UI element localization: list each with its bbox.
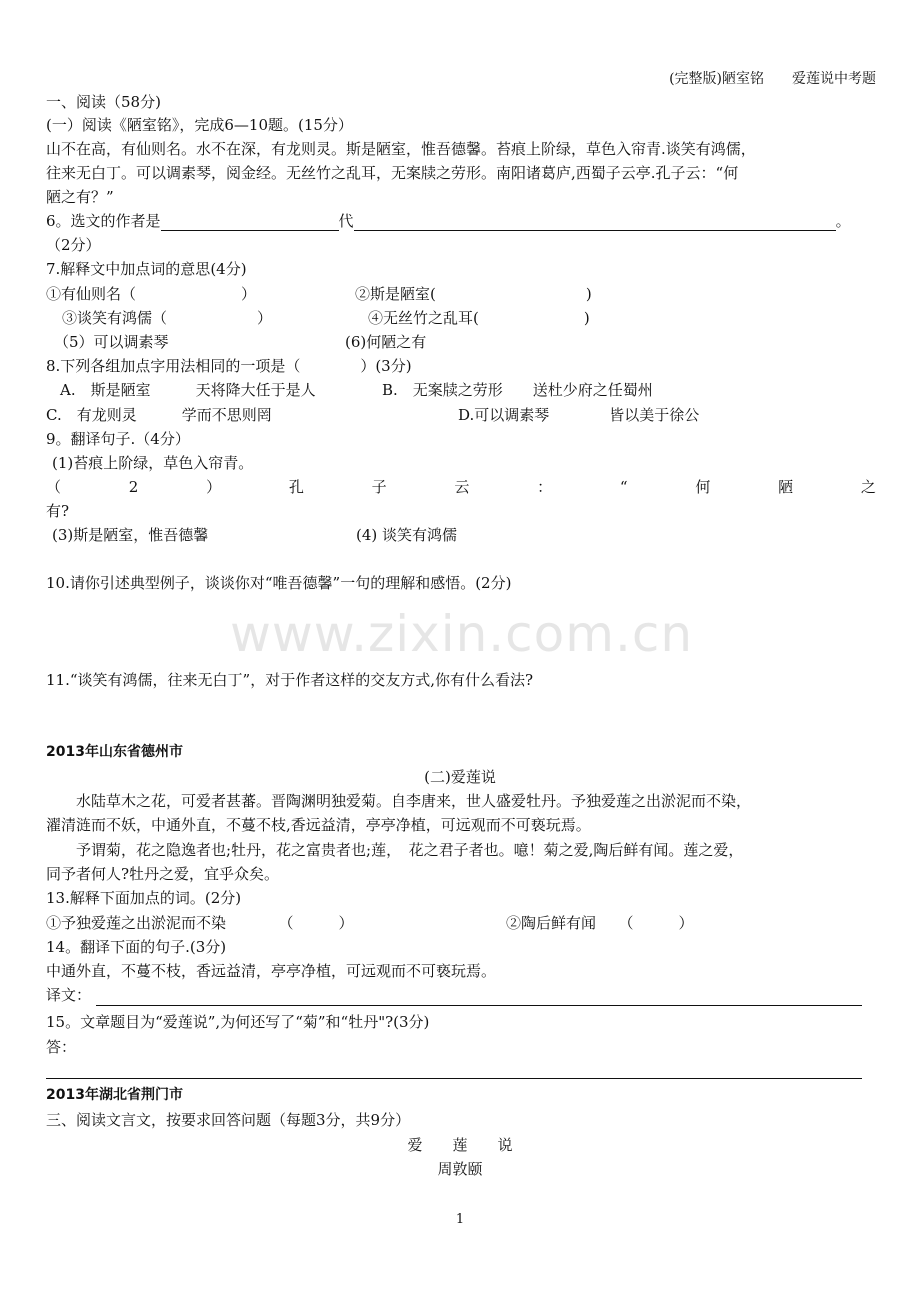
watermark: www.zixin.com.cn xyxy=(230,605,694,663)
question-7-item: ③谈笑有鸿儒（ ） xyxy=(62,309,273,327)
question-11: 11.“谈笑有鸿儒，往来无白丁”，对于作者这样的交友方式,你有什么看法? xyxy=(46,671,534,689)
subsection-title: (一）阅读《陋室铭》，完成6—10题。(15分） xyxy=(46,116,353,134)
passage-line: 山不在高，有仙则名。水不在深，有龙则灵。斯是陋室，惟吾德馨。苔痕上阶绿，草色入帘青.谈笑有鸿儒， xyxy=(46,140,756,158)
page-header: (完整版)陋室铭 爱莲说中考题 xyxy=(669,71,876,87)
question-8-option-b: B. 无案牍之劳形 送杜少府之任蜀州 xyxy=(382,381,653,399)
passage-line: 濯清涟而不妖，中通外直，不蔓不枝,香远益清，亭亭净植，可远观而不可亵玩焉。 xyxy=(46,816,591,834)
question-7-item: (6)何陋之有 xyxy=(345,333,427,351)
passage-line: 往来无白丁。可以调素琴，阅金经。无丝竹之乱耳，无案牍之劳形。南阳诸葛庐,西蜀子云亭.孔子云：“何 xyxy=(46,164,739,182)
question-13-item: ②陶后鲜有闻 （ ） xyxy=(506,914,694,932)
question-8-option-d: D.可以调素琴 皆以美于徐公 xyxy=(458,406,700,424)
question-9: 9。翻译句子.（4分） xyxy=(46,430,190,448)
question-6-mid: 代 xyxy=(338,212,354,230)
question-7-item: ④无丝竹之乱耳( ) xyxy=(368,309,590,327)
question-7-item: ①有仙则名（ ） xyxy=(46,285,257,303)
exam-source: 2013年山东省德州市 xyxy=(46,744,183,760)
exam-source: 2013年湖北省荆门市 xyxy=(46,1087,183,1103)
justified-char: （ xyxy=(46,478,62,496)
justified-char: ） xyxy=(206,478,222,496)
justified-char: 之 xyxy=(860,478,876,496)
question-14-sentence: 中通外直，不蔓不枝，香远益清，亭亭净植，可远观而不可亵玩焉。 xyxy=(46,962,497,980)
question-9-item: (1)苔痕上阶绿，草色入帘青。 xyxy=(52,454,254,472)
justified-char: 云 xyxy=(454,478,470,496)
page-number: 1 xyxy=(455,1212,465,1227)
passage-author: 周敦颐 xyxy=(437,1160,483,1178)
question-13-item: ①予独爱莲之出淤泥而不染 （ ） xyxy=(46,914,354,932)
translation-label: 译文： xyxy=(46,986,92,1004)
question-6-label: 6。选文的作者是 xyxy=(46,212,161,230)
justified-char: “ xyxy=(619,478,628,496)
question-6 xyxy=(46,211,851,231)
question-15: 15。文章题目为“爱莲说”,为何还写了“菊”和“牡丹"?(3分) xyxy=(46,1013,430,1031)
passage-line: 同予者何人?牡丹之爱，宜乎众矣。 xyxy=(46,865,280,883)
justified-char: 何 xyxy=(695,478,711,496)
justified-char: 2 xyxy=(128,478,139,496)
question-9-item xyxy=(46,477,876,497)
answer-line[interactable] xyxy=(46,1078,862,1079)
question-7-item: ②斯是陋室( ) xyxy=(355,285,592,303)
question-14: 14。翻译下面的句子.(3分) xyxy=(46,938,227,956)
passage-line: 陋之有？” xyxy=(46,188,114,206)
question-10: 10.请你引述典型例子，谈谈你对“唯吾德馨”一句的理解和感悟。(2分) xyxy=(46,574,512,592)
question-6-score: （2分） xyxy=(46,236,101,254)
answer-blank[interactable] xyxy=(161,214,339,231)
answer-label: 答： xyxy=(46,1038,77,1056)
question-8-option-c: C. 有龙则灵 学而不思则罔 xyxy=(46,406,272,424)
question-9-item: (4) 谈笑有鸿儒 xyxy=(356,526,458,544)
question-7: 7.解释文中加点词的意思(4分) xyxy=(46,260,247,278)
section-title: 三、阅读文言文，按要求回答问题（每题3分，共9分） xyxy=(46,1111,411,1129)
passage-line: 予谓菊，花之隐逸者也;牡丹，花之富贵者也;莲， 花之君子者也。噫！菊之爱,陶后鲜有闻。莲之爱， xyxy=(46,841,744,859)
question-9-item: (3)斯是陋室，惟吾德馨 xyxy=(52,526,209,544)
passage-title: 爱 莲 说 xyxy=(407,1136,513,1154)
justified-char: ： xyxy=(537,478,553,496)
question-8-option-a: A. 斯是陋室 天将降大任于是人 xyxy=(60,381,316,399)
question-8: 8.下列各组加点字用法相同的一项是（ ）(3分) xyxy=(46,357,412,375)
question-7-item: （5）可以调素琴 xyxy=(54,333,169,351)
justified-char: 子 xyxy=(371,478,387,496)
passage-line: 水陆草木之花，可爱者甚蕃。晋陶渊明独爱菊。自李唐来，世人盛爱牡丹。予独爱莲之出淤泥而不染， xyxy=(46,792,752,810)
passage-title: (二)爱莲说 xyxy=(424,768,496,786)
answer-line[interactable] xyxy=(96,1005,862,1006)
question-6-end: 。 xyxy=(835,212,851,230)
justified-char: 孔 xyxy=(288,478,304,496)
justified-char: 陋 xyxy=(778,478,794,496)
question-9-item-cont: 有? xyxy=(46,502,70,520)
section-title: 一、阅读（58分) xyxy=(46,93,161,111)
answer-blank[interactable] xyxy=(354,214,836,231)
question-13: 13.解释下面加点的词。(2分) xyxy=(46,889,242,907)
